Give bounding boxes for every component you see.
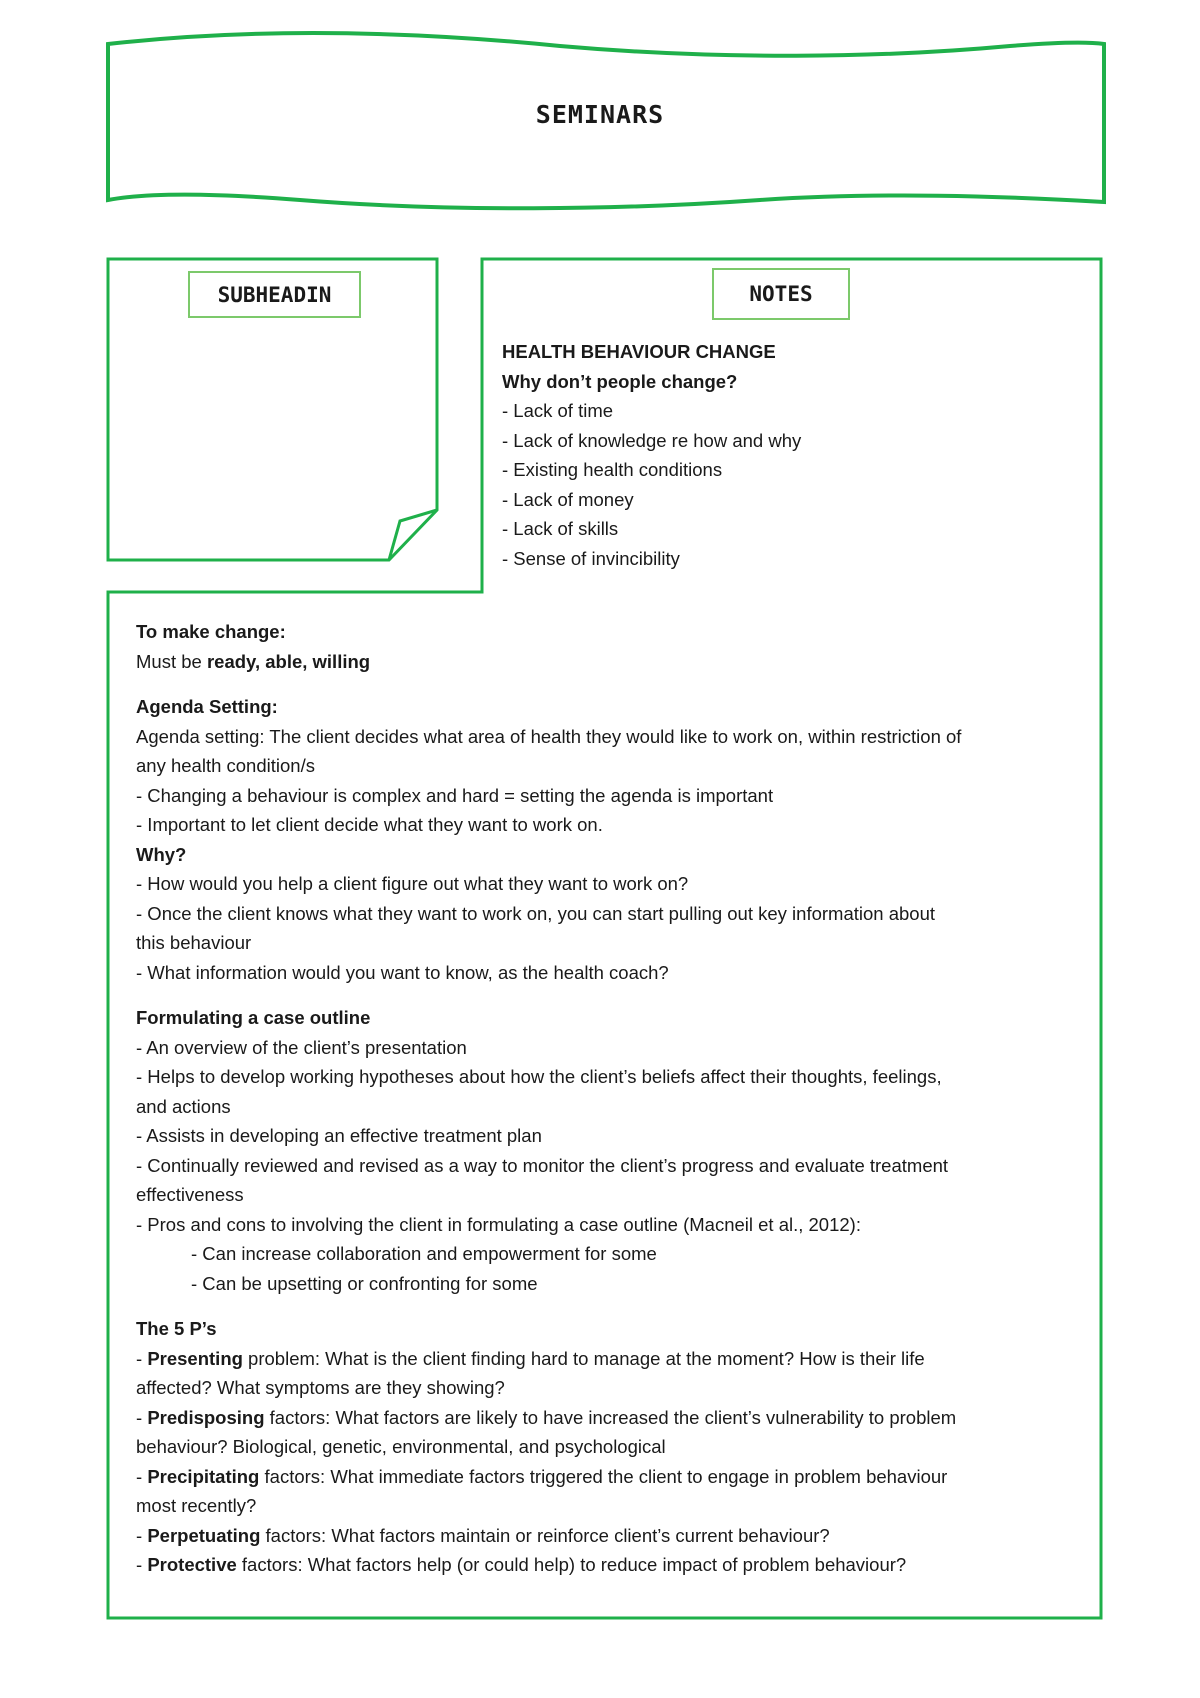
p-description: problem: What is the client finding hard to manage at the moment? How is their life (242, 1347, 925, 1369)
p-description: factors: What factors maintain or reinforce client’s current behaviour? (260, 1524, 830, 1546)
page-title: SEMINARS (535, 100, 665, 129)
list-item: - Pros and cons to involving the client in formulating a case outline (Macneil et al., 2012): (136, 1213, 861, 1235)
p-term: Precipitating (147, 1465, 260, 1487)
main-content (136, 617, 1076, 1580)
make-change-emphasis: ready, able, willing (206, 650, 371, 672)
list-item: - How would you help a client figure out what they want to work on? (136, 873, 689, 894)
list-item-continuation: and actions (136, 1095, 231, 1117)
p-term: Presenting (147, 1347, 243, 1369)
list-item: - Lack of skills (502, 518, 619, 539)
notes-tag: NOTES (712, 268, 850, 320)
p-term: Protective (147, 1554, 237, 1575)
list-item-continuation: most recently? (136, 1495, 257, 1516)
five-ps-heading: The 5 P’s (136, 1318, 217, 1339)
p-description: factors: What factors are likely to have increased the client’s vulnerability to problem (264, 1406, 957, 1428)
list-item-continuation: effectiveness (136, 1184, 244, 1205)
make-change-line (136, 647, 1076, 677)
make-change-prefix: Must be (136, 650, 207, 672)
list-item: - Sense of invincibility (502, 547, 680, 569)
list-item: - Assists in developing an effective treatment plan (136, 1125, 542, 1146)
five-ps-item (136, 1344, 1076, 1374)
list-item: - Lack of knowledge re how and why (502, 429, 802, 451)
agenda-paragraph-line: Agenda setting: The client decides what area of health they would like to work on, within restriction of (136, 725, 962, 747)
sub-list-item: - Can be upsetting or confronting for some (191, 1272, 538, 1294)
sub-list-item: - Can increase collaboration and empowerment for some (191, 1243, 657, 1264)
notes-question: Why don’t people change? (502, 370, 738, 392)
dash: - (136, 1465, 148, 1487)
why-heading: Why? (136, 843, 187, 865)
case-outline-heading: Formulating a case outline (136, 1007, 371, 1028)
five-ps-item (136, 1521, 1076, 1551)
dash: - (136, 1554, 148, 1575)
list-item: - Existing health conditions (502, 459, 723, 480)
agenda-paragraph-line: any health condition/s (136, 755, 315, 776)
list-item: - What information would you want to know, as the health coach? (136, 961, 669, 983)
list-item: - Lack of money (502, 488, 634, 510)
list-item-continuation: affected? What symptoms are they showing? (136, 1377, 505, 1398)
make-change-heading: To make change: (136, 621, 286, 642)
dash: - (136, 1524, 148, 1546)
list-item: - Once the client knows what they want to work on, you can start pulling out key information about (136, 902, 936, 924)
dash: - (136, 1347, 148, 1369)
list-item-continuation: behaviour? Biological, genetic, environmental, and psychological (136, 1436, 666, 1457)
list-item: - Important to let client decide what they want to work on. (136, 814, 603, 835)
dash: - (136, 1406, 148, 1428)
agenda-heading: Agenda Setting: (136, 696, 278, 717)
five-ps-item (136, 1462, 1076, 1492)
notes-heading: HEALTH BEHAVIOUR CHANGE (502, 341, 776, 362)
list-item: - An overview of the client’s presentation (136, 1036, 467, 1058)
p-term: Perpetuating (147, 1524, 261, 1546)
list-item: - Helps to develop working hypotheses about how the client’s beliefs affect their thoughts, feelings, (136, 1066, 942, 1087)
subheading-tag: SUBHEADIN (188, 271, 361, 318)
five-ps-item (136, 1403, 1076, 1433)
notes-content (502, 337, 1062, 573)
p-term: Predisposing (147, 1406, 265, 1428)
five-ps-item (136, 1550, 1076, 1580)
list-item: - Continually reviewed and revised as a way to monitor the client’s progress and evaluate treatment (136, 1154, 949, 1176)
p-description: factors: What immediate factors triggered the client to engage in problem behaviour (259, 1465, 948, 1487)
list-item: - Changing a behaviour is complex and hard = setting the agenda is important (136, 784, 774, 806)
p-description: factors: What factors help (or could help) to reduce impact of problem behaviour? (236, 1554, 907, 1575)
list-item: - Lack of time (502, 400, 614, 421)
list-item-continuation: this behaviour (136, 932, 252, 953)
